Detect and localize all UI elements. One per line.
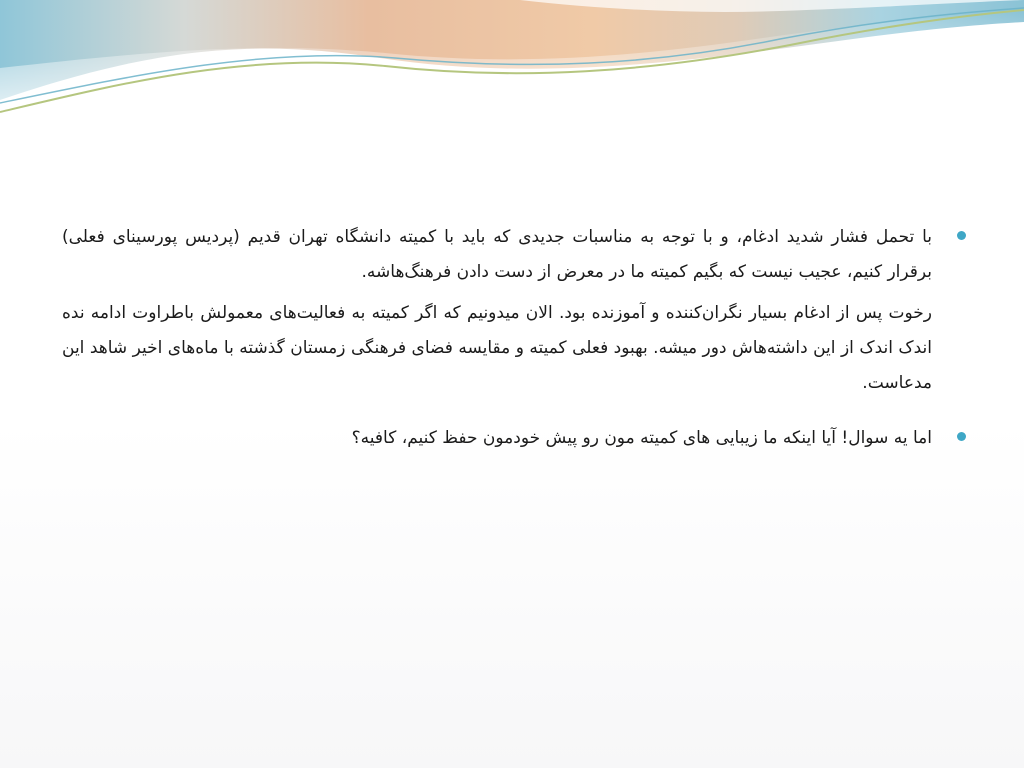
circle-bullet-icon [957, 432, 966, 441]
slide-content [62, 220, 966, 456]
paragraph-1: با تحمل فشار شدید ادغام، و با توجه به مناسبات جدیدی که باید با کمیته دانشگاه تهران قدیم (پردیس پورسینای فعلی) برقرار کنیم، عجیب نیست که بگیم کمیته ما در معرض از دست دادن فرهنگ‌هاشه. [62, 227, 932, 282]
bullet-item-2 [62, 421, 966, 456]
bullet-item-1 [62, 220, 966, 401]
paragraph-3: اما یه سوال! آیا اینکه ما زیبایی های کمیته مون رو پیش خودمون حفظ کنیم، کافیه؟ [351, 428, 932, 448]
circle-bullet-icon [957, 231, 966, 240]
header-decoration [0, 0, 1024, 130]
paragraph-2: رخوت پس از ادغام بسیار نگران‌کننده و آموزنده بود. الان میدونیم که اگر کمیته به فعالیت‌های معمولش باطراوت ادامه نده اندک اندک از این داشته‌هاش دور میشه. بهبود فعلی کمیته و مقایسه فضای فرهنگی زمستان گذشته با ماه‌های اخیر شاهد این مدعاست. [62, 303, 932, 393]
